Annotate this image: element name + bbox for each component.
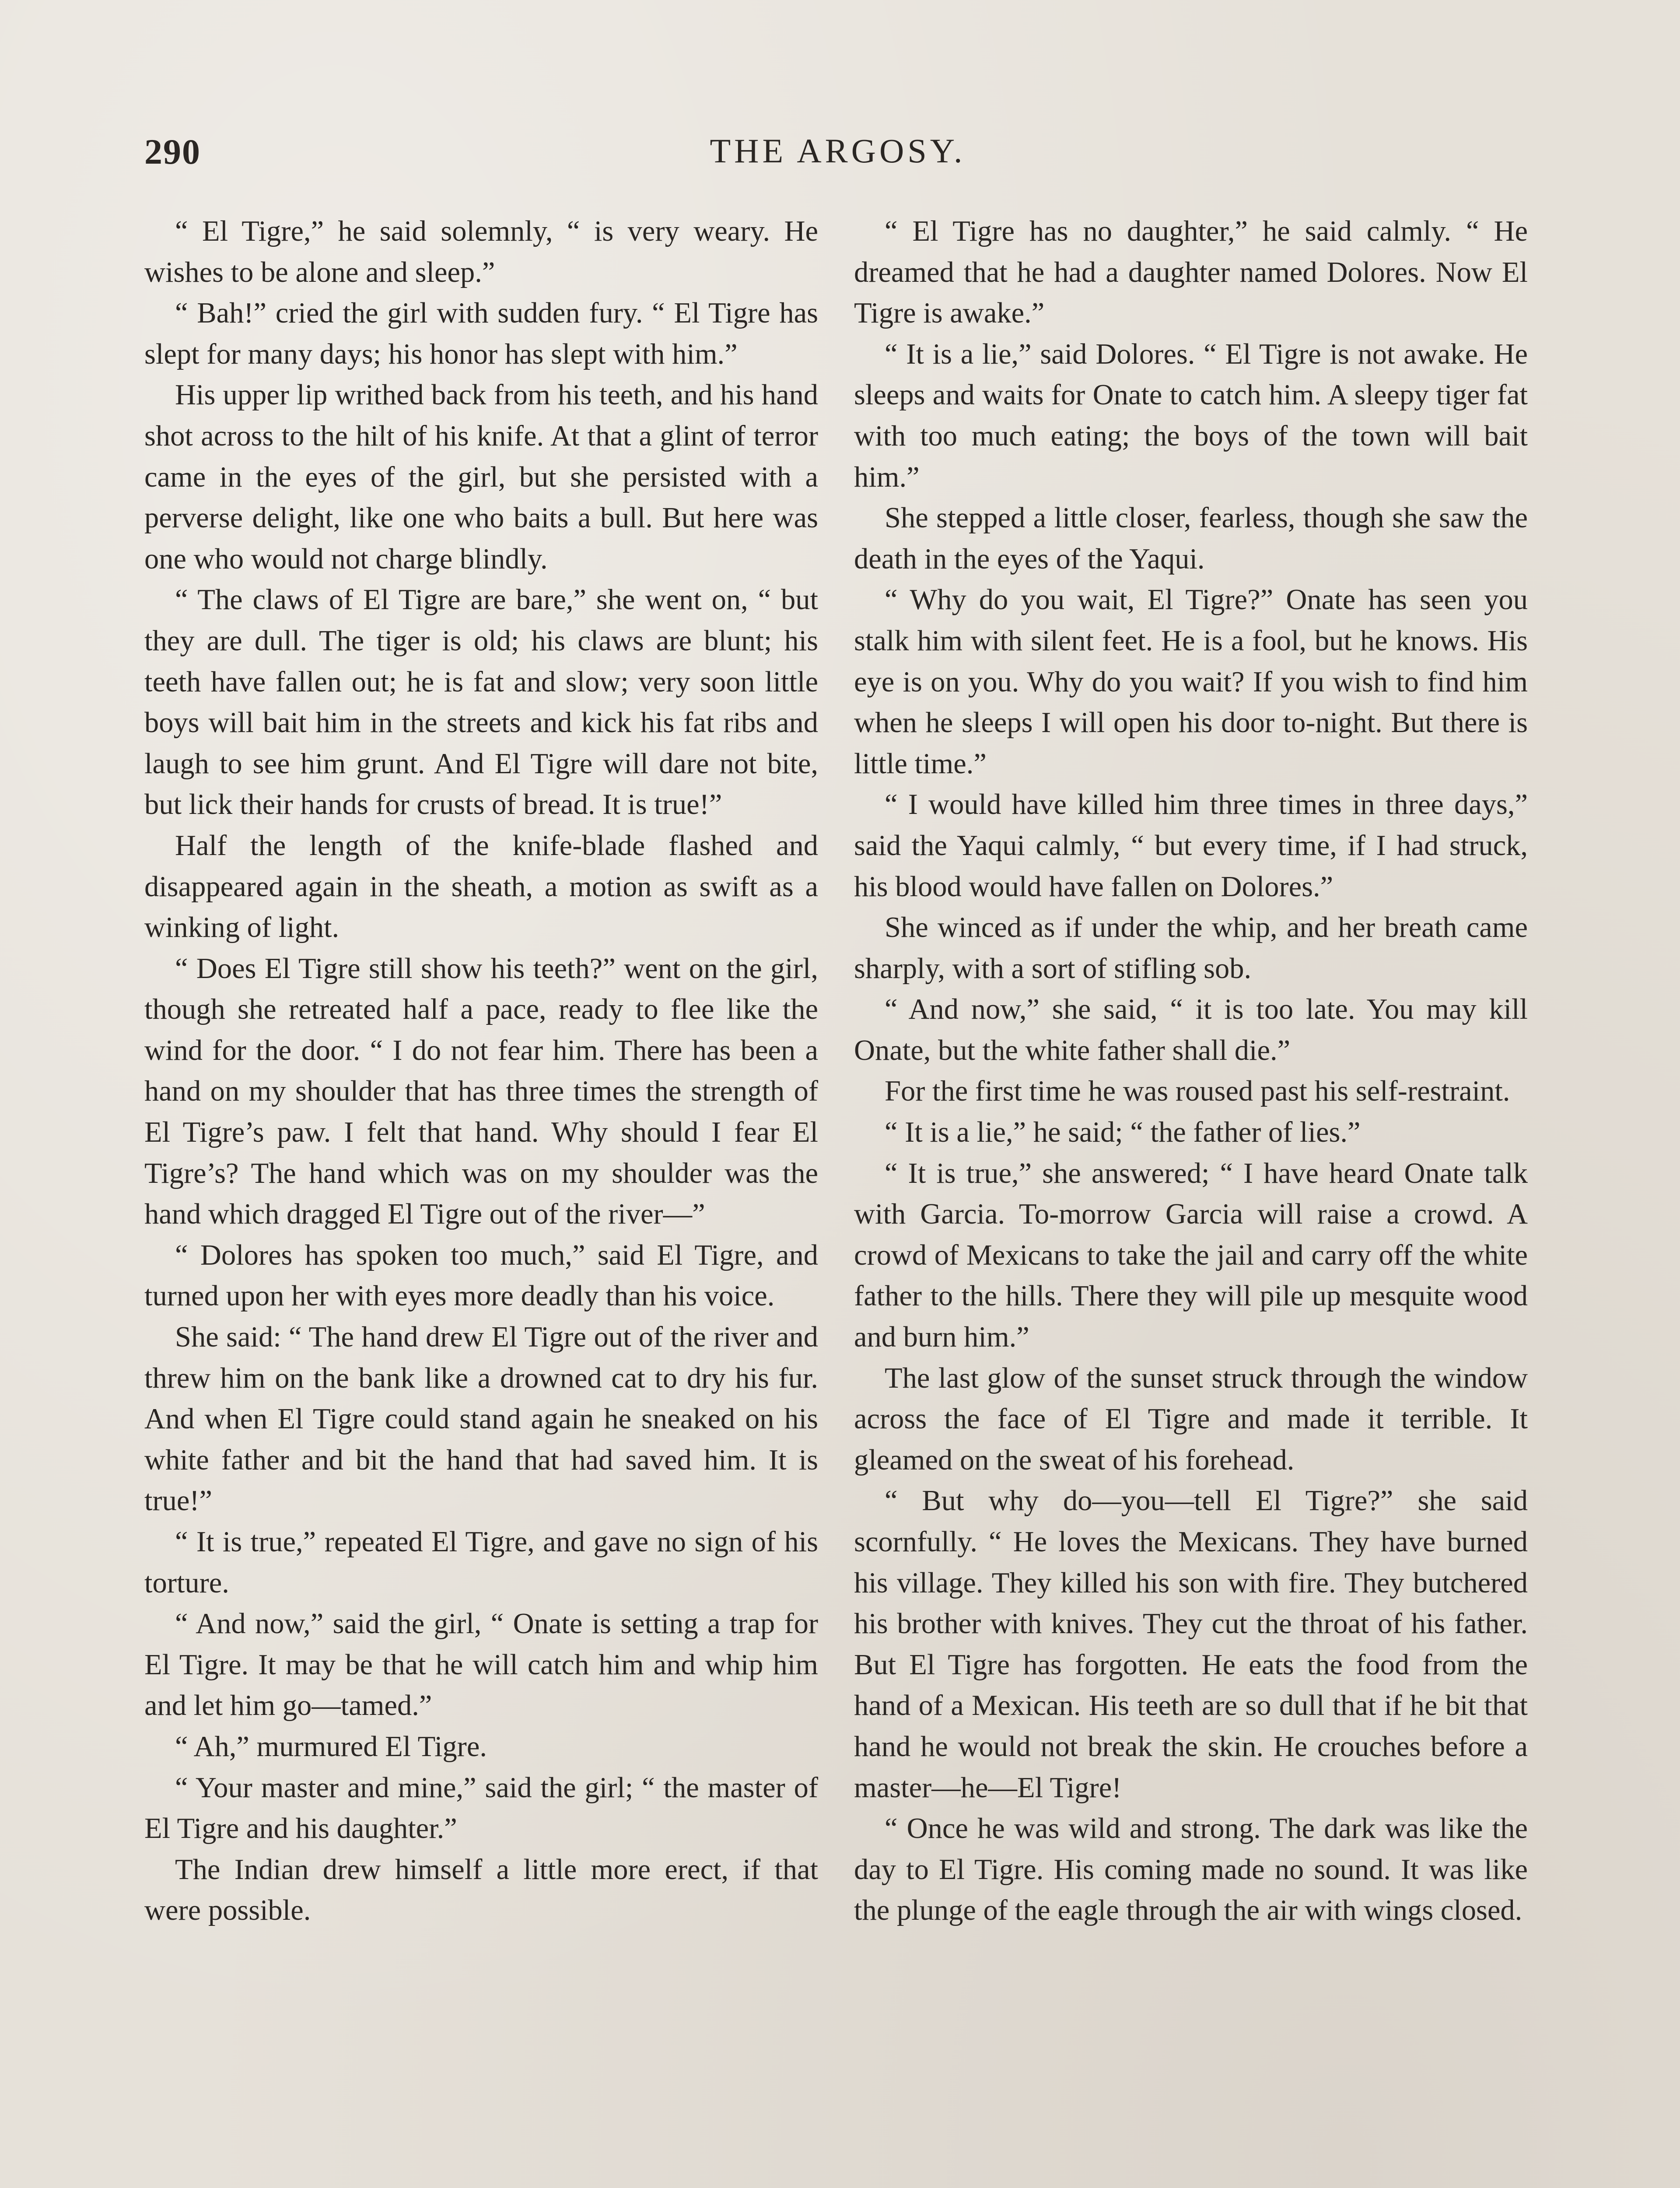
paragraph: His upper lip writhed back from his teeth, and his hand shot across to the hilt of his knife. At that a glint of terror came in the eyes of the girl, but she persisted with a perverse delight, like one who baits a bull. But here was one who would not charge blindly. [144, 379, 818, 575]
paragraph: “ Bah!” cried the girl with sudden fury. “ El Tigre has slept for many days; his honor has slept with him.” [144, 297, 818, 370]
paragraph: “ The claws of El Tigre are bare,” she went on, “ but they are dull. The tiger is old; his claws are blunt; his teeth have fallen out; he is fat and slow; very soon little boys will bait him in the streets and kick his fat ribs and laugh to see him grunt. And El Tigre will dare not bite, but lick their hands for crusts of bread. It is true!” [144, 584, 818, 821]
left-column [144, 211, 818, 1931]
right-column [854, 211, 1528, 1931]
paragraph: “ El Tigre has no daughter,” he said calmly. “ He dreamed that he had a daughter named Dolores. Now El Tigre is awake.” [854, 215, 1528, 330]
paragraph: “ But why do—you—tell El Tigre?” she said scornfully. “ He loves the Mexicans. They have burned his village. They killed his son with fire. They butchered his brother with knives. They cut the throat of his father. But El Tigre has forgotten. He eats the food from the hand of a Mexican. His teeth are so dull that if he bit that hand he would not break the skin. He crouches before a master—he—El Tigre! [854, 1485, 1528, 1804]
running-head-title: THE ARGOSY. [710, 132, 966, 170]
paragraph: “ Ah,” murmured El Tigre. [175, 1730, 487, 1763]
paragraph: “ Why do you wait, El Tigre?” Onate has seen you stalk him with silent feet. He is a fool, but he knows. His eye is on you. Why do you wait? If you wish to find him when he sleeps I will open his door to-night. But there is little time.” [854, 584, 1528, 780]
paragraph: She stepped a little closer, fearless, though she saw the death in the eyes of the Yaqui. [854, 502, 1528, 575]
paragraph: She said: “ The hand drew El Tigre out of the river and threw him on the bank like a drowned cat to dry his fur. And when El Tigre could stand again he sneaked on his white father and bit the hand that had saved him. It is true!” [144, 1321, 818, 1517]
paragraph: “ It is a lie,” said Dolores. “ El Tigre is not awake. He sleeps and waits for Onate to catch him. A sleepy tiger fat with too much eating; the boys of the town will bait him.” [854, 338, 1528, 493]
paragraph: The last glow of the sunset struck through the window across the face of El Tigre and made it terrible. It gleamed on the sweat of his forehead. [854, 1362, 1528, 1476]
paragraph: “ Once he was wild and strong. The dark was like the day to El Tigre. His coming made no sound. It was like the plunge of the eagle through the air with wings closed. [854, 1813, 1528, 1927]
paragraph: “ El Tigre,” he said solemnly, “ is very weary. He wishes to be alone and sleep.” [144, 215, 818, 288]
paragraph: For the first time he was roused past his self-restraint. [885, 1075, 1510, 1108]
paragraph: “ I would have killed him three times in three days,” said the Yaqui calmly, “ but every time, if I had struck, his blood would have fallen on Dolores.” [854, 789, 1528, 903]
page-header [144, 131, 1531, 184]
paragraph: Half the length of the knife-blade flashed and disappeared again in the sheath, a motion as swift as a winking of light. [144, 829, 818, 944]
paragraph: “ Dolores has spoken too much,” said El Tigre, and turned upon her with eyes more deadly than his voice. [144, 1239, 818, 1312]
paragraph: She winced as if under the whip, and her breath came sharply, with a sort of stifling sob. [854, 912, 1528, 985]
paragraph: The Indian drew himself a little more erect, if that were possible. [144, 1853, 818, 1927]
paragraph: “ Does El Tigre still show his teeth?” went on the girl, though she retreated half a pace, ready to flee like the wind for the door. “ I do not fear him. There has been a hand on my shoulder that has three times the strength of El Tigre’s paw. I felt that hand. Why should I fear El Tigre’s? The hand which was on my shoulder was the hand which dragged El Tigre out of the river—” [144, 952, 818, 1231]
page-number: 290 [144, 132, 201, 172]
paragraph: “ It is a lie,” he said; “ the father of lies.” [885, 1116, 1361, 1149]
paragraph: “ Your master and mine,” said the girl; “ the master of El Tigre and his daughter.” [144, 1771, 818, 1845]
paragraph: “ It is true,” she answered; “ I have heard Onate talk with Garcia. To-morrow Garcia will raise a crowd. A crowd of Mexicans to take the jail and carry off the white father to the hills. There they will pile up mesquite wood and burn him.” [854, 1157, 1528, 1353]
paragraph: “ It is true,” repeated El Tigre, and gave no sign of his torture. [144, 1526, 818, 1599]
paragraph: “ And now,” said the girl, “ Onate is setting a trap for El Tigre. It may be that he will catch him and whip him and let him go—tamed.” [144, 1608, 818, 1722]
paragraph: “ And now,” she said, “ it is too late. You may kill Onate, but the white father shall die.” [854, 993, 1528, 1066]
